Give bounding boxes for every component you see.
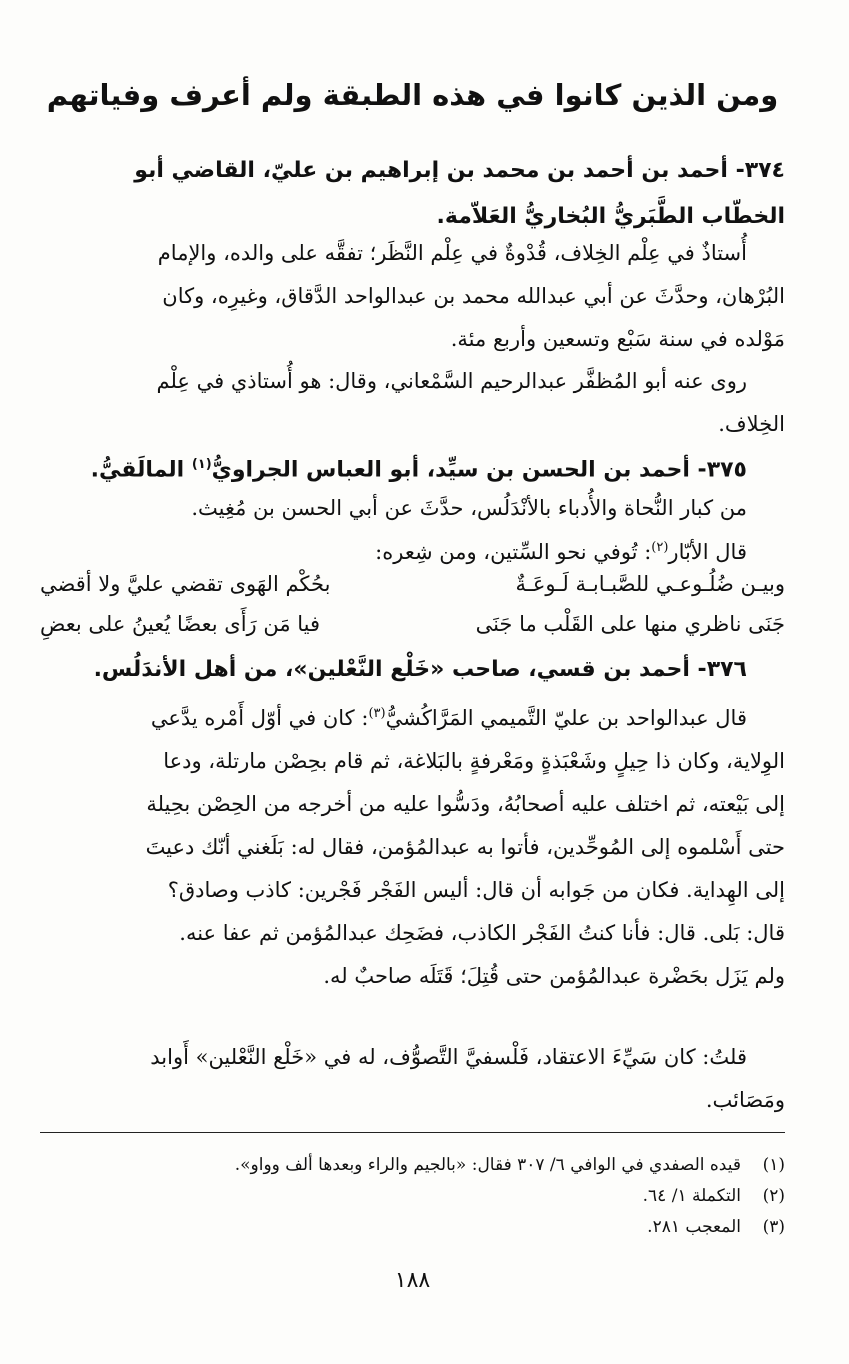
text-fragment: : تُوفي نحو السِّتين، ومن شِعره: [375, 540, 652, 564]
text-line: إلى بَيْعته، ثم اختلف عليه أصحابُهُ، ودَسُّوا عليه من أخرجه من الحِصْن بحِيلة [146, 792, 785, 816]
verse-line-1 [40, 572, 785, 596]
footnote-2 [40, 1181, 785, 1212]
text-fragment: قال عبدالواحد بن عليّ التَّميمي المَرَّاكُشيُّ [385, 706, 747, 730]
entry-375-title-end: المالَقيُّ. [90, 457, 192, 483]
book-page [40, 0, 785, 1364]
entry-375-title-text: ٣٧٥- أحمد بن الحسن بن سيِّد، أبو العباس الجراويُّ [211, 457, 747, 483]
text-fragment: قال الأبّار [668, 540, 747, 564]
footnote-ref-2: (٢) [651, 540, 669, 555]
text-line: الوِلاية، وكان ذا حِيلٍ وشَعْبَذةٍ ومَعْرفةٍ بالبَلاغة، ثم قام بحِصْن مارتلة، ودعا [163, 749, 785, 773]
verse-hemistich: جَنَى ناظري منها على القَلْب ما جَنَى [475, 612, 785, 636]
entry-376-title-text: ٣٧٦- أحمد بن قسي، صاحب «خَلْع النَّعْلين»، من أهل الأندَلُس. [93, 657, 747, 682]
entry-376-title [40, 650, 785, 690]
text-line: أُستاذٌ في عِلْم الخِلاف، قُدْوةٌ في عِلْم النَّظَر؛ تفقَّه على والده، والإمام [157, 241, 747, 265]
entry-376-paragraph-1 [40, 692, 785, 998]
footnote-ref-1: (١) [191, 457, 212, 472]
text-fragment: : كان في أوّل أَمْره يدَّعي [150, 706, 369, 730]
entry-375-body [40, 488, 785, 572]
footnote-text: قيده الصفدي في الوافي ٦/ ٣٠٧ فقال: «بالجيم والراء وبعدها ألف وواو». [234, 1155, 741, 1175]
section-heading: ومن الذين كانوا في هذه الطبقة ولم أعرف وفياتهم [46, 78, 779, 112]
entry-374-title-line-2: الخطّاب الطَّبَريُّ البُخاريُّ العَلاّمة. [436, 204, 785, 229]
text-line: روى عنه أبو المُظفَّر عبدالرحيم السَّمْعاني، وقال: هو أُستاذي في عِلْم [156, 369, 747, 393]
text-line: مَوْلده في سنة سَبْع وتسعين وأربع مئة. [450, 327, 785, 351]
verse-hemistich: بحُكْم الهَوى تقضي عليَّ ولا أقضي [40, 572, 331, 596]
entry-375-title [40, 445, 785, 490]
verse-line-2 [40, 612, 785, 636]
footnote-divider [40, 1132, 785, 1133]
verse-hemistich: فيا مَن رَأَى بعضًا يُعينُ على بعضِ [40, 612, 321, 636]
footnote-3 [40, 1212, 785, 1243]
verse-hemistich: وبيـن ضُلُـوعـي للصَّبـابـة لَـوعَـةٌ [515, 572, 785, 596]
entry-374-paragraph-1 [40, 232, 785, 361]
entry-374-paragraph-2 [40, 360, 785, 446]
text-line: إلى الهِداية. فكان من جَوابه أن قال: أليس الفَجْر فَجْرين: كاذب وصادق؟ [167, 878, 785, 902]
text-line: قال: بَلى. قال: فأنا كنتُ الفَجْر الكاذب، فضَحِك عبدالمُؤمن ثم عفا عنه. [179, 921, 785, 945]
text-line: قلتُ: كان سَيِّءَ الاعتقاد، فَلْسفيَّ التَّصوُّف، له في «خَلْع النَّعْلين» أَوابد [150, 1045, 747, 1069]
footnote-number: (١) [762, 1155, 785, 1175]
entry-374-title-line-1: ٣٧٤- أحمد بن أحمد بن محمد بن إبراهيم بن عليّ، القاضي أبو [134, 158, 785, 183]
footnote-text: التكملة ١/ ٦٤. [642, 1186, 741, 1206]
text-line: ولم يَزَل بحَضْرة عبدالمُؤمن حتى قُتِلَ؛ قَتَلَه صاحبٌ له. [323, 964, 785, 988]
entry-376-paragraph-2 [40, 1036, 785, 1122]
page-number: ١٨٨ [394, 1268, 431, 1293]
footnote-number: (٢) [762, 1186, 785, 1206]
text-line: الخِلاف. [718, 412, 785, 436]
footnote-text: المعجب ٢٨١. [647, 1217, 741, 1237]
footnotes [40, 1150, 785, 1243]
footnote-1 [40, 1150, 785, 1181]
text-line: ومَصَائب. [705, 1088, 785, 1112]
footnote-number: (٣) [762, 1217, 785, 1237]
footnote-ref-3: (٣) [368, 706, 386, 721]
entry-374-title [40, 148, 785, 240]
text-line: البُرْهان، وحدَّثَ عن أبي عبدالله محمد بن عبدالواحد الدَّقاق، وغيرِه، وكان [162, 284, 785, 308]
text-line: من كبار النُّحاة والأُدباء بالأنْدَلُس، حدَّثَ عن أبي الحسن بن مُغِيث. [191, 496, 747, 520]
text-line: حتى أَسْلموه إلى المُوحِّدين، فأتوا به عبدالمُؤمن، فقال له: بَلَغني أنّك دعيتَ [145, 835, 785, 859]
